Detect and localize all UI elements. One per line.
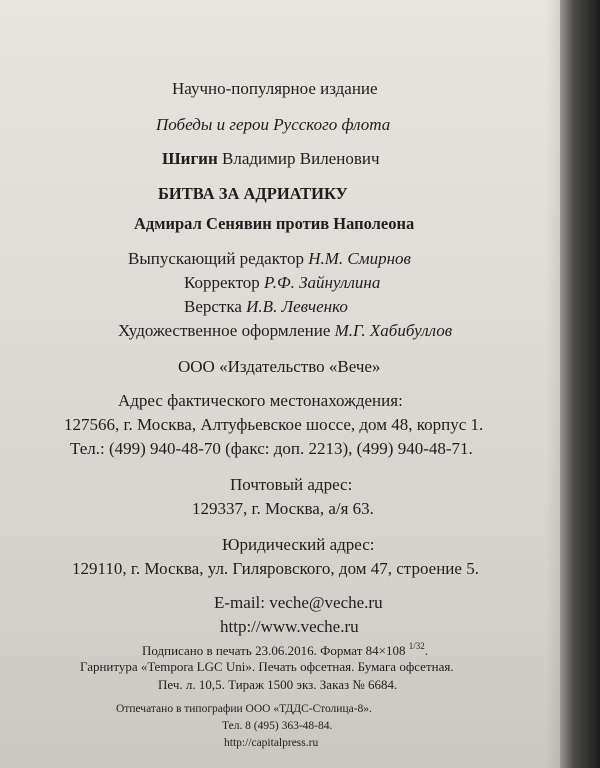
- actual-address-phones: Тел.: (499) 940-48-70 (факс: доп. 2213), (499) 940-48-71.: [70, 439, 473, 458]
- postal-address-line: 129337, г. Москва, а/я 63.: [192, 499, 374, 518]
- credit-corrector: [184, 274, 380, 291]
- author-surname: Шигин: [162, 149, 218, 168]
- print-run-info: Печ. л. 10,5. Тираж 1500 экз. Заказ № 6684.: [158, 677, 398, 692]
- credit-editor: [128, 250, 411, 267]
- email: E-mail: veche@veche.ru: [214, 593, 383, 612]
- credit-art: [118, 322, 452, 339]
- printer-name: Отпечатано в типографии ООО «ТДДС-Столица-8».: [116, 703, 372, 715]
- book-spine-shadow: [560, 0, 600, 768]
- signed-text: Подписано в печать 23.06.2016. Формат 84×108: [142, 643, 409, 658]
- typeface-info: Гарнитура «Tempora LGC Uni». Печать офсетная. Бумага офсетная.: [80, 659, 454, 674]
- website: http://www.veche.ru: [220, 617, 359, 636]
- actual-address-line: 127566, г. Москва, Алтуфьевское шоссе, дом 48, корпус 1.: [64, 415, 484, 434]
- credit-role: Корректор: [184, 273, 265, 292]
- author-names: Владимир Виленович: [217, 149, 380, 168]
- credit-role: Верстка: [184, 297, 247, 316]
- actual-address-label: Адрес фактического местонахождения:: [118, 391, 403, 410]
- book-title: БИТВА ЗА АДРИАТИКУ: [158, 184, 348, 203]
- legal-address-label: Юридический адрес:: [222, 535, 375, 554]
- credit-role: Выпускающий редактор: [128, 249, 309, 268]
- publication-type: Научно-популярное издание: [172, 79, 378, 98]
- credit-person: И.В. Левченко: [246, 297, 348, 316]
- signed-to-print: [142, 642, 428, 657]
- printer-phone: Тел. 8 (495) 363-48-84.: [222, 720, 333, 732]
- book-subtitle: Адмирал Сенявин против Наполеона: [134, 214, 415, 233]
- format-fraction: 1/32: [408, 641, 425, 651]
- credit-role: Художественное оформление: [118, 321, 335, 340]
- credit-person: Р.Ф. Зайнуллина: [264, 273, 381, 292]
- credit-person: М.Г. Хабибуллов: [334, 321, 453, 340]
- credit-person: Н.М. Смирнов: [308, 249, 411, 268]
- legal-address-line: 129110, г. Москва, ул. Гиляровского, дом 47, строение 5.: [72, 559, 479, 578]
- postal-address-label: Почтовый адрес:: [230, 475, 353, 494]
- credit-layout: [184, 298, 348, 315]
- printer-url: http://capitalpress.ru: [224, 737, 319, 749]
- series-title: Победы и герои Русского флота: [156, 115, 391, 134]
- publisher-name: ООО «Издательство «Вече»: [178, 357, 381, 376]
- signed-end: .: [424, 643, 428, 658]
- author: [162, 150, 380, 167]
